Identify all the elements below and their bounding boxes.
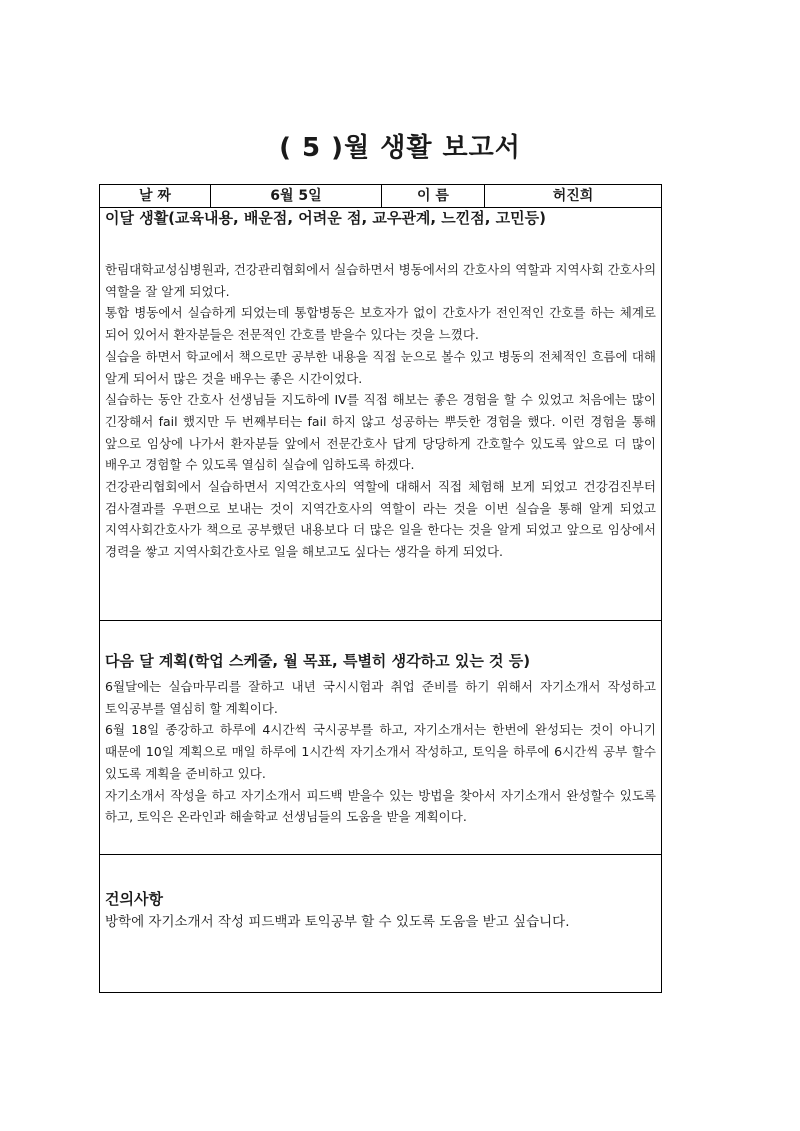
this-month-paragraph: 한림대학교성심병원과, 건강관리협회에서 실습하면서 병동에서의 간호사의 역할과 지역사회 간호사의 역할을 잘 알게 되었다. — [105, 262, 657, 299]
date-value: 6월 5일 — [211, 185, 382, 207]
next-month-paragraph: 6월 18일 종강하고 하루에 4시간씩 국시공부를 하고, 자기소개서는 한번에 완성되는 것이 아니기 때문에 10일 계획으로 매일 하루에 1시간씩 자기소개서 작성하고, 토익을 하루에 6시간씩 공부 할수 있도록 계획을 준비하고 있다. — [105, 722, 656, 781]
name-label: 이 름 — [382, 185, 485, 207]
report-form — [99, 184, 662, 993]
header-row — [100, 185, 661, 208]
next-month-paragraph: 6월달에는 실습마무리를 잘하고 내년 국시시험과 취업 준비를 하기 위해서 자기소개서 작성하고 토익공부를 열심히 할 계획이다. — [105, 679, 656, 716]
suggestions-heading: 건의사항 — [105, 890, 163, 908]
this-month-paragraph: 건강관리협회에서 실습하면서 지역간호사의 역할에 대해서 직접 체험해 보게 되었고 건강검진부터 검사결과를 우편으로 보내는 것이 지역간호사의 역할이 라는 것을 이번 실습을 통해 알게 되었고 지역사회간호사가 책으로 공부했던 내용보다 더 많은 일을 한다는 것을 알게 되었고 앞으로 임상에서 경력을 쌓고 지역사회간호사로 일을 해보고도 싶다는 생각을 하게 되었다. — [105, 479, 656, 560]
this-month-section — [100, 208, 661, 621]
this-month-paragraph: 통합 병동에서 실습하게 되었는데 통합병동은 보호자가 없이 간호사가 전인적인 간호를 하는 체계로 되어 있어서 환자분들은 전문적인 간호를 받을수 있다는 것을 느꼈다. — [105, 305, 656, 343]
this-month-heading: 이달 생활(교육내용, 배운점, 어려운 점, 교우관계, 느낀점, 고민등) — [105, 209, 547, 227]
next-month-heading: 다음 달 계획(학업 스케줄, 월 목표, 특별히 생각하고 있는 것 등) — [105, 652, 531, 670]
suggestions-text: 방학에 자기소개서 작성 피드백과 토익공부 할 수 있도록 도움을 받고 싶습니다. — [105, 914, 570, 930]
next-month-section — [100, 621, 661, 855]
this-month-paragraph: 실습을 하면서 학교에서 책으로만 공부한 내용을 직접 눈으로 볼수 있고 병동의 전체적인 흐름에 대해 알게 되어서 많은 것을 배우는 좋은 시간이었다. — [105, 348, 656, 386]
report-title: ( 5 )월 생활 보고서 — [279, 133, 521, 163]
next-month-paragraph: 자기소개서 작성을 하고 자기소개서 피드백 받을수 있는 방법을 찾아서 자기소개서 완성할수 있도록 하고, 토익은 온라인과 해솔학교 선생님들의 도움을 받을 계획이다. — [105, 787, 656, 825]
this-month-paragraph: 실습하는 동안 간호사 선생님들 지도하에 IV를 직접 해보는 좋은 경험을 할 수 있었고 처음에는 많이 긴장해서 fail 했지만 두 번째부터는 fail 하지 않고 성공하는 뿌듯한 경험을 했다. 이런 경험을 통해 앞으로 임상에 나가서 환자분들 앞에서 전문간호사 답게 당당하게 간호할수 있도록 앞으로 더 많이 배우고 경험할 수 있도록 열심히 실습에 임하도록 하겠다. — [105, 392, 656, 473]
suggestions-section — [100, 855, 661, 992]
date-label: 날 짜 — [100, 185, 211, 207]
name-value: 허진희 — [552, 188, 594, 204]
